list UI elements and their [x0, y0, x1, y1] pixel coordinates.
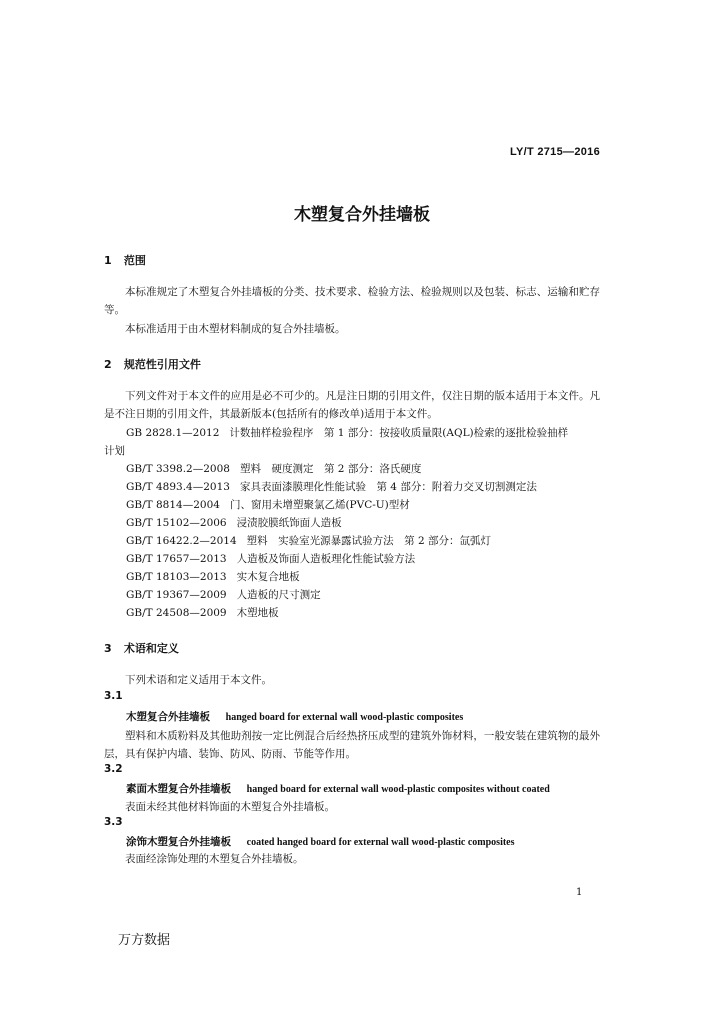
- term-entry: [126, 781, 550, 796]
- clause-number: 3.3: [104, 816, 123, 828]
- page-number: 1: [576, 887, 583, 898]
- reference-title: 家具表面漆膜理化性能试验 第 4 部分：附着力交叉切割测定法: [239, 481, 537, 493]
- section-title: 规范性引用文件: [123, 358, 201, 371]
- reference-code: GB 2828.1—2012: [126, 427, 220, 439]
- section-1-paragraph: 本标准适用于由木塑材料制成的复合外挂墙板。: [125, 323, 346, 335]
- reference-title: 塑料 实验室光源暴露试验方法 第 2 部分：氙弧灯: [246, 535, 491, 547]
- reference-title: 实木复合地板: [236, 571, 300, 583]
- term-entry: [126, 709, 463, 724]
- term-entry: [126, 834, 515, 849]
- reference-title-continuation: 计划: [104, 445, 125, 457]
- reference-code: GB/T 4893.4—2013: [126, 481, 230, 493]
- reference-code: GB/T 16422.2—2014: [126, 535, 237, 547]
- reference-title: 木塑地板: [236, 607, 279, 619]
- reference-title: 人造板的尺寸测定: [236, 589, 321, 601]
- reference-title: 门、窗用未增塑聚氯乙烯(PVC-U)型材: [229, 499, 410, 511]
- section-number: 2: [104, 358, 112, 371]
- reference-title: 计数抽样检验程序 第 1 部分：按接收质量限(AQL)检索的逐批检验抽样: [229, 427, 569, 439]
- term-chinese: 涂饰木塑复合外挂墙板: [126, 836, 231, 848]
- reference-code: GB/T 18103—2013: [126, 571, 227, 583]
- section-3-heading: [104, 640, 179, 656]
- section-number: 3: [104, 642, 112, 655]
- watermark-brand: 万方数据: [118, 933, 171, 948]
- section-number: 1: [104, 254, 112, 267]
- term-english: coated hanged board for external wall wood-plastic composites: [246, 837, 515, 848]
- clause-number: 3.1: [104, 690, 123, 702]
- reference-code: GB/T 3398.2—2008: [126, 463, 230, 475]
- reference-item: [126, 460, 600, 478]
- reference-item: [126, 568, 600, 586]
- reference-title: 浸渍胶膜纸饰面人造板: [236, 517, 342, 529]
- term-chinese: 素面木塑复合外挂墙板: [126, 783, 231, 795]
- reference-item: [104, 424, 600, 460]
- reference-code: GB/T 19367—2009: [126, 589, 227, 601]
- term-chinese: 木塑复合外挂墙板: [126, 711, 210, 723]
- document-title: 木塑复合外挂墙板: [294, 205, 430, 225]
- reference-item: [126, 532, 600, 550]
- reference-item: [126, 478, 600, 496]
- reference-item: [126, 604, 600, 622]
- clause-number: 3.2: [104, 763, 123, 775]
- reference-code: GB/T 15102—2006: [126, 517, 227, 529]
- reference-code: GB/T 24508—2009: [126, 607, 227, 619]
- section-2-intro: 下列文件对于本文件的应用是必不可少的。凡是注日期的引用文件，仅注日期的版本适用于本文件。凡是不注日期的引用文件，其最新版本(包括所有的修改单)适用于本文件。: [104, 390, 600, 420]
- term-english: hanged board for external wall wood-plastic composites without coated: [246, 784, 550, 795]
- reference-item: [126, 496, 600, 514]
- term-definition: 表面未经其他材料饰面的木塑复合外挂墙板。: [125, 801, 335, 813]
- term-english: hanged board for external wall wood-plastic composites: [225, 712, 464, 723]
- reference-code: GB/T 17657—2013: [126, 553, 227, 565]
- section-1-paragraph: 本标准规定了木塑复合外挂墙板的分类、技术要求、检验方法、检验规则以及包装、标志、运输和贮存等。: [104, 286, 600, 316]
- reference-title: 塑料 硬度测定 第 2 部分：洛氏硬度: [239, 463, 422, 475]
- term-definition: 塑料和木质粉料及其他助剂按一定比例混合后经热挤压成型的建筑外饰材料，一般安装在建筑物的最外层，具有保护内墙、装饰、防风、防雨、节能等作用。: [104, 730, 600, 760]
- reference-code: GB/T 8814—2004: [126, 499, 220, 511]
- reference-title: 人造板及饰面人造板理化性能试验方法: [236, 553, 416, 565]
- standard-code: LY/T 2715—2016: [509, 146, 600, 158]
- section-title: 范围: [123, 254, 146, 267]
- term-definition: 表面经涂饰处理的木塑复合外挂墙板。: [125, 853, 304, 865]
- section-2-heading: [104, 356, 201, 372]
- reference-item: [126, 514, 600, 532]
- section-1-heading: [104, 252, 146, 268]
- reference-item: [126, 586, 600, 604]
- reference-item: [126, 550, 600, 568]
- section-title: 术语和定义: [123, 642, 179, 655]
- section-3-intro: 下列术语和定义适用于本文件。: [125, 674, 272, 686]
